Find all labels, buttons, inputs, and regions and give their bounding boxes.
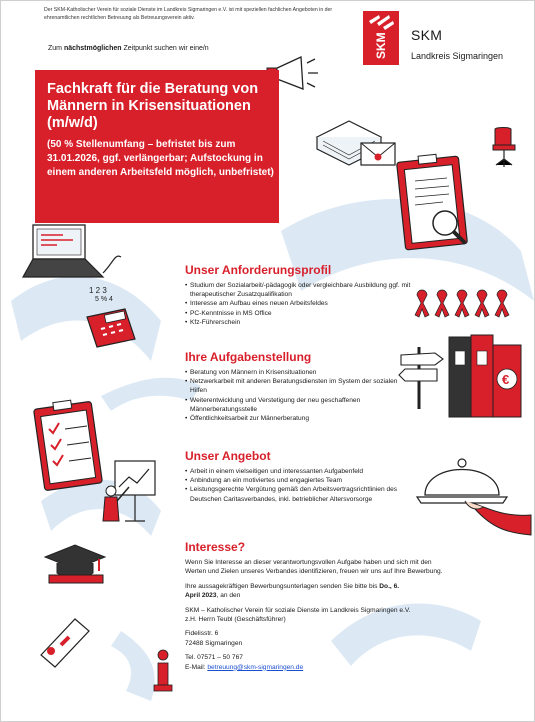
offer-list xyxy=(185,467,415,504)
calculator-icon xyxy=(73,283,153,353)
chair-icon xyxy=(489,127,519,169)
diploma-scroll-icon xyxy=(35,611,95,671)
org-city: 72488 Sigmaringen xyxy=(185,639,243,647)
org-name: SKM – Katholischer Verein für soziale Dienste im Landkreis Sigmaringen e.V. xyxy=(185,606,411,614)
cloche-icon xyxy=(413,437,533,537)
org-street: Fidelisstr. 6 xyxy=(185,630,219,638)
tasks-list xyxy=(185,368,415,423)
list-item: • Arbeit in einem vielseitigen und interessanten Aufgabenfeld xyxy=(185,467,415,476)
laptop-icon xyxy=(23,223,123,283)
org-phone: Tel. 07571 – 50 767 xyxy=(185,654,243,662)
list-item: • Netzwerkarbeit mit anderen Beratungsdiensten im System der sozialen Hilfen xyxy=(185,377,415,395)
interest-paragraph: Wenn Sie Interesse an dieser verantwortungsvollen Aufgabe haben und sich mit den Werten und Zielen unseres Verbandes identifizieren, freuen wir uns auf Ihre Bewerbung. xyxy=(185,559,443,576)
org-email-line: E-Mail: betreuung@skm-sigmaringen.de xyxy=(185,663,304,671)
logo-mark-text: SKM xyxy=(374,32,388,59)
list-item: • Studium der Sozialarbeit/-pädagogik oder vergleichbare Ausbildung ggf. mit therapeutischer Zusatzqualifikation xyxy=(185,281,415,299)
job-subtitle: (50 % Stellenumfang – befristet bis zum 31.01.2026, ggf. verlängerbar; Aufstockung in einem anderen Arbeitsfeld möglich, unbefristet) xyxy=(47,139,274,178)
interest-section xyxy=(185,540,485,672)
job-title: Fachkraft für die Beratung von Männern in Krisensituationen (m/w/d) xyxy=(47,81,259,131)
intro-text: Der SKM-Katholischer Verein für soziale Dienste im Landkreis Sigmaringen e.V. ist mit speziellen fachlichen Angeboten in der ehrenamtlichen rechtlichen Betreuung als Betreuungsverein aktiv. xyxy=(44,7,333,21)
requirements-list xyxy=(185,281,415,327)
svg-text:5 % 4: 5 % 4 xyxy=(95,296,113,303)
tasks-heading: Ihre Aufgabenstellung xyxy=(185,350,312,364)
list-item: • Anbindung an ein motiviertes und engagiertes Team xyxy=(185,476,415,485)
org-contact-person: z.H. Herrn Teubl (Geschäftsführer) xyxy=(185,616,286,624)
checklist-icon xyxy=(35,399,105,491)
list-item: • Beratung von Männern in Krisensituationen xyxy=(185,368,415,377)
list-item: • Kfz-Führerschein xyxy=(185,318,415,327)
requirements-heading: Unser Anforderungsprofil xyxy=(185,263,332,277)
skm-logo xyxy=(363,11,399,65)
files-icon xyxy=(313,113,403,173)
graduation-cap-icon xyxy=(41,541,111,585)
seek-line: Zum nächstmöglichen Zeitpunkt suchen wir eine/n xyxy=(48,45,209,52)
svg-text:1 2 3: 1 2 3 xyxy=(89,286,107,295)
offer-heading: Unser Angebot xyxy=(185,449,271,463)
logo-subtitle: Landkreis Sigmaringen xyxy=(411,51,504,61)
svg-text:€: € xyxy=(502,372,510,387)
skm-logo-mark xyxy=(363,11,399,65)
presenter-icon xyxy=(101,457,161,527)
offer-section xyxy=(185,449,415,504)
tasks-section xyxy=(185,350,415,423)
list-item: • Leistungsgerechte Vergütung gemäß den Arbeitsvertragsrichtlinien des Deutschen Caritasverbandes, inkl. betrieblicher Altersvorsorge xyxy=(185,485,415,503)
logo-name: SKM xyxy=(411,27,443,43)
binders-icon xyxy=(447,331,527,421)
list-item: • Weiterentwicklung und Verstetigung der neu geschaffenen Männerberatungsstelle xyxy=(185,396,415,414)
interest-heading: Interesse? xyxy=(185,540,246,554)
list-item: • Öffentlichkeitsarbeit zur Männerberatung xyxy=(185,414,415,423)
list-item: • Interesse am Aufbau eines neuen Arbeitsfeldes xyxy=(185,299,415,308)
info-icon xyxy=(151,649,177,699)
deadline-paragraph: Ihre aussagekräftigen Bewerbungsunterlagen senden Sie bitte bis Do., 6. April 2023, an den xyxy=(185,582,400,600)
paper-people-icon xyxy=(411,285,519,325)
requirements-section xyxy=(185,263,415,327)
email-link[interactable]: betreuung@skm-sigmaringen.de xyxy=(207,663,304,671)
clipboard-certificate-icon xyxy=(399,151,471,251)
list-item: • PC-Kenntnisse in MS Office xyxy=(185,309,415,318)
